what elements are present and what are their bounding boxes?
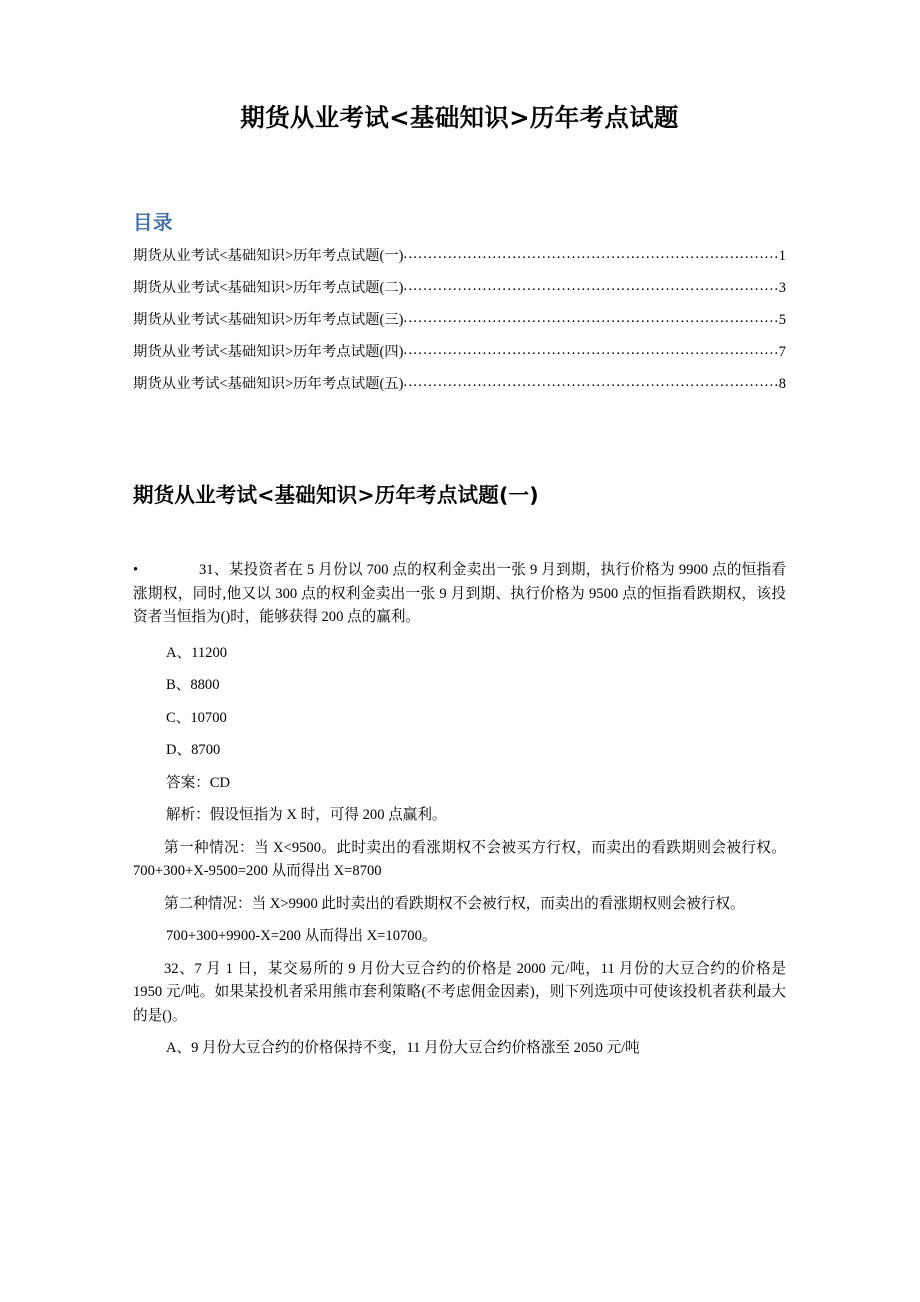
question-block xyxy=(133,559,786,1061)
toc-entry[interactable] xyxy=(133,377,786,409)
page-content xyxy=(133,0,786,1070)
toc-heading: 目录 xyxy=(133,211,174,235)
toc-entry-label: 期货从业考试<基础知识>历年考点试题(二) xyxy=(133,279,404,296)
toc-entry-page: 7 xyxy=(778,343,786,360)
question-31-analysis-intro: 解析：假设恒指为 X 时，可得 200 点赢利。 xyxy=(166,807,447,824)
question-31-case-two: 第二种情况：当 X>9900 此时卖出的看跌期权不会被行权，而卖出的看涨期权则会被行权。 xyxy=(164,895,745,912)
question-31-option-a[interactable]: A、11200 xyxy=(166,644,228,661)
toc-dot-leader xyxy=(403,311,778,325)
question-31-case-one: 第一种情况：当 X<9500。此时卖出的看涨期权不会被买方行权，而卖出的看跌期则会被行权。700+300+X-9500=200 从而得出 X=8700 xyxy=(133,839,786,880)
table-of-contents xyxy=(133,211,786,408)
toc-entry[interactable] xyxy=(133,281,786,313)
toc-entry-label: 期货从业考试<基础知识>历年考点试题(三) xyxy=(133,311,404,328)
toc-entry[interactable] xyxy=(133,345,786,377)
toc-dot-leader xyxy=(403,375,778,389)
toc-dot-leader xyxy=(403,247,778,261)
question-32-option-a[interactable]: A、9 月份大豆合约的价格保持不变，11 月份大豆合约价格涨至 2050 元/吨 xyxy=(166,1040,640,1057)
question-31-stem-text: 31、某投资者在 5 月份以 700 点的权利金卖出一张 9 月到期，执行价格为 9900 点的恒指看涨期权，同时,他又以 300 点的权利金卖出一张 9 月到期、执行价格为 9500 点的恒指看跌期权，该投资者当恒指为()时，能够获得 200 点的赢利。 xyxy=(133,562,786,626)
toc-entry-label: 期货从业考试<基础知识>历年考点试题(一) xyxy=(133,247,404,264)
bullet-icon: • xyxy=(133,562,139,579)
toc-entry[interactable] xyxy=(133,313,786,345)
toc-entry-page: 8 xyxy=(778,375,786,392)
toc-list xyxy=(133,249,786,409)
question-32-stem: 32、7 月 1 日，某交易所的 9 月份大豆合约的价格是 2000 元/吨，11 月份的大豆合约的价格是 1950 元/吨。如果某投机者采用熊市套利策略(不考虑佣金因素)，则下列选项中可使该投机者获利最大的是()。 xyxy=(133,960,786,1024)
toc-entry-label: 期货从业考试<基础知识>历年考点试题(五) xyxy=(133,375,404,392)
question-31-case-two-formula: 700+300+9900-X=200 从而得出 X=10700。 xyxy=(166,928,437,945)
toc-entry-page: 1 xyxy=(778,247,786,264)
toc-entry-page: 3 xyxy=(778,279,786,296)
toc-entry-page: 5 xyxy=(778,311,786,328)
question-31-option-b[interactable]: B、8800 xyxy=(166,677,220,694)
toc-entry[interactable] xyxy=(133,249,786,281)
section-heading: 期货从业考试<基础知识>历年考点试题(一) xyxy=(133,482,539,507)
document-title: 期货从业考试<基础知识>历年考点试题 xyxy=(240,103,679,132)
toc-dot-leader xyxy=(403,279,778,293)
question-31-stem xyxy=(133,559,786,630)
toc-dot-leader xyxy=(403,343,778,357)
question-31-option-d[interactable]: D、8700 xyxy=(166,742,221,759)
toc-entry-label: 期货从业考试<基础知识>历年考点试题(四) xyxy=(133,343,404,360)
question-31-option-c[interactable]: C、10700 xyxy=(166,709,227,726)
question-31-answer: 答案：CD xyxy=(166,774,231,791)
